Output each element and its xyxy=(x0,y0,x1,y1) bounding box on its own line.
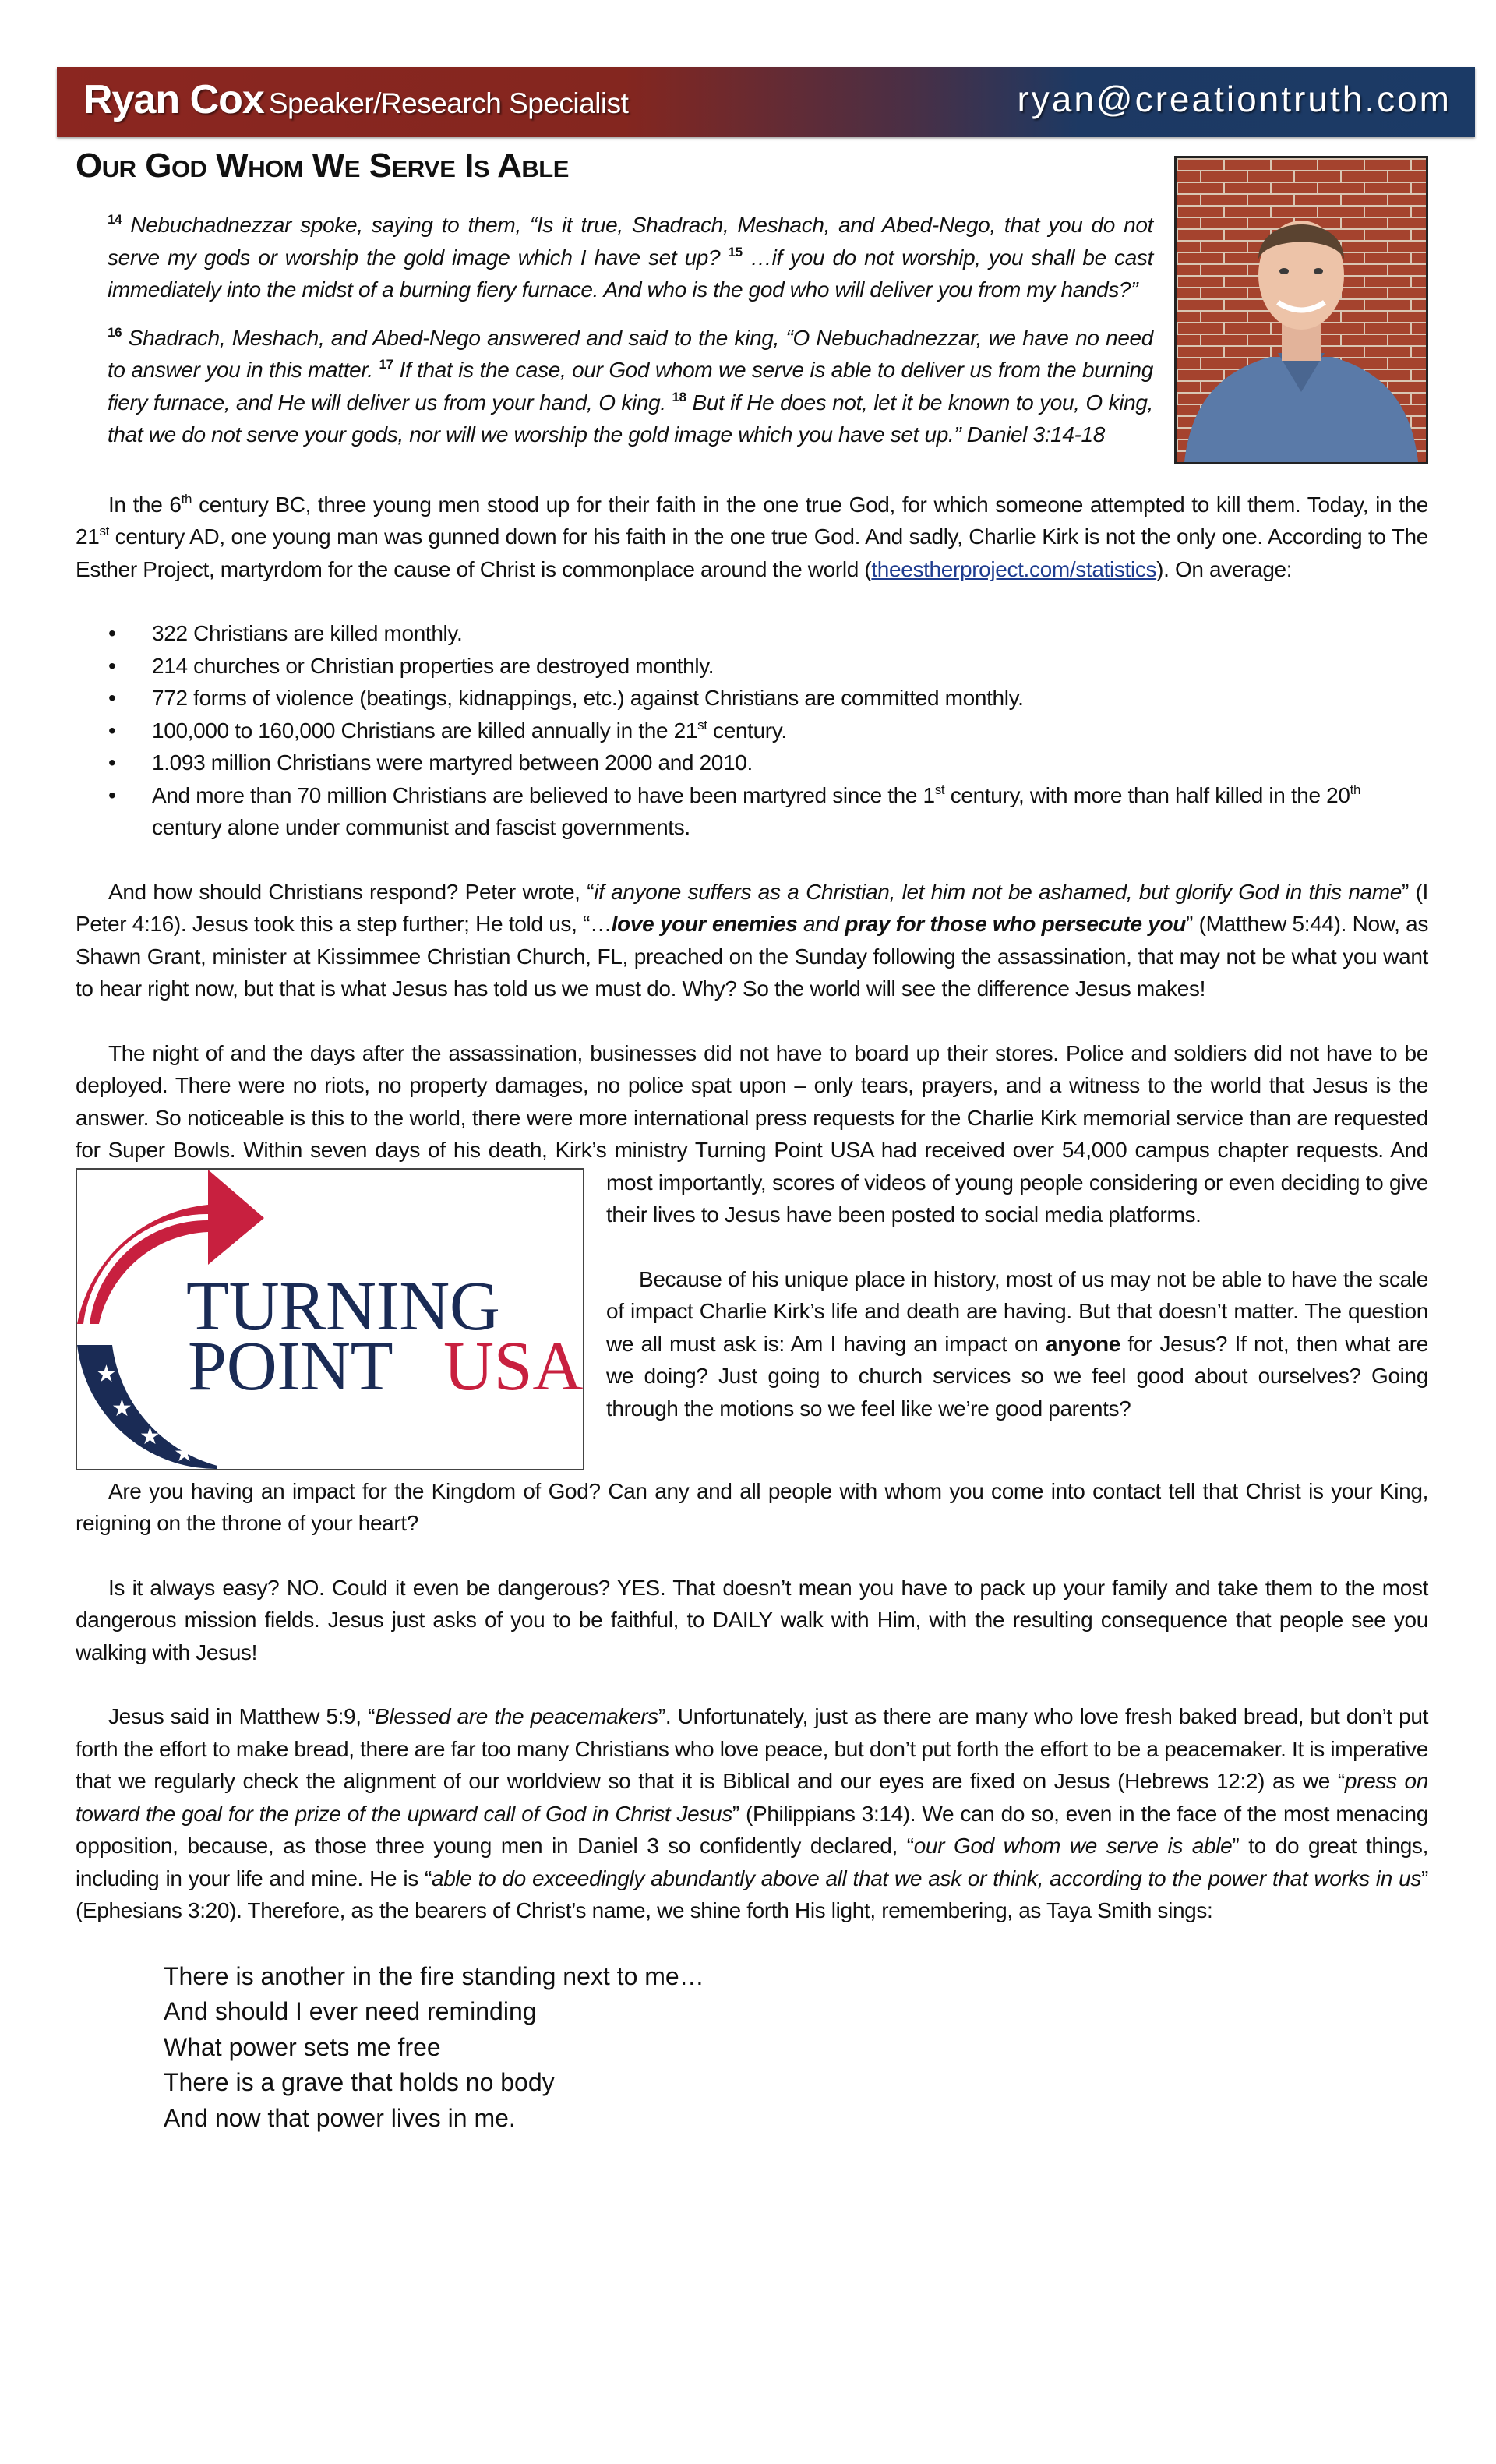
text-run: ” (Ephesians 3:20). Therefore, as the bearers of Christ’s name, we shine forth His light, remembering, as Taya Smith sings: xyxy=(76,1866,1428,1922)
song-lyrics xyxy=(164,1959,1428,2137)
lyric-line: There is a grave that holds no body xyxy=(164,2068,555,2096)
lyric-line: There is another in the fire standing next to me… xyxy=(164,1961,704,1990)
svg-text:★: ★ xyxy=(111,1395,132,1421)
text-run: 1.093 million Christians were martyred between 2000 and 2010. xyxy=(152,750,753,775)
bold-italic-text: love your enemies xyxy=(611,912,798,936)
italic-text: press on toward the goal for the prize of the upward call of God in Christ Jesus xyxy=(76,1769,1428,1826)
text-run: The night of and the days after the assassination, businesses did not have to board up their stores. Police and soldiers did not have to be deployed. There were no riots, no property damages, no police spat upon – only tears, prayers, and a witness to the world that Jesus is the answer. So noticeable is this to the world, there were more international press requests for the Charlie Kirk memorial service than are requested for Super Bowls. Within seven days of his death, Kirk’s ministry Turning Point USA had received over 54,000 campus chapter requests. And most importantly, scores of videos of young people considering or even deciding to give their lives to Jesus have been posted to social media platforms. xyxy=(76,1040,1428,1227)
header-banner xyxy=(57,67,1475,137)
svg-text:★: ★ xyxy=(96,1361,117,1387)
bold-italic-text: pray for those who persecute you xyxy=(845,912,1187,936)
text-run: century. xyxy=(707,718,787,743)
statistic-item xyxy=(76,747,1428,779)
intro-paragraph xyxy=(76,489,1428,586)
logo-text-point: POINT xyxy=(188,1327,393,1405)
article-title: Our God Whom We Serve Is Able xyxy=(76,146,569,185)
text-run: 322 Christians are killed monthly. xyxy=(152,621,463,645)
text-run: century BC, three young men stood up for their faith in the one true God, for which someone attempted to kill them. Today, in the 21 xyxy=(76,492,1428,549)
text-run: In the 6 xyxy=(108,492,182,517)
text-run: ”. Unfortunately, just as there are many who love fresh baked bread, but don’t put forth the effort to make bread, there are far too many Christians who love peace, but don’t put forth the effort to be a peacemaker. It is imperative that we regularly check the alignment of our worldview so that it is Biblical and our eyes are fixed on Jesus (Hebrews 12:2) as we “ xyxy=(76,1704,1428,1793)
italic-text: if anyone suffers as a Christian, let him not be ashamed, but glorify God in this name xyxy=(594,879,1402,904)
svg-text:★: ★ xyxy=(174,1440,195,1467)
statistic-item xyxy=(76,650,1428,683)
scripture-paragraph xyxy=(108,322,1153,451)
italic-text: our God whom we serve is able xyxy=(913,1834,1233,1858)
text-run: for Jesus? If not, then what are we doing? Just going to church services so we feel good about ourselves? Going through the motions so we feel like we’re good parents? xyxy=(606,1331,1428,1421)
bullet-icon: • xyxy=(108,621,116,645)
statistic-item xyxy=(76,715,1428,747)
text-run: ). On average: xyxy=(1156,556,1293,581)
author-name xyxy=(83,76,628,123)
turning-point-usa-logo-icon xyxy=(77,1170,583,1469)
text-run: 772 forms of violence (beatings, kidnappings, etc.) against Christians are committed monthly. xyxy=(152,686,1024,710)
bullet-icon: • xyxy=(108,653,116,678)
italic-text: Shadrach, Meshach, and Abed-Nego answered and said to the king, “O Nebuchadnezzar, we have no need to answer you in this matter. xyxy=(108,325,1153,382)
superscript: 16 xyxy=(108,324,122,340)
superscript: th xyxy=(1350,782,1361,797)
body-text xyxy=(76,489,1428,2137)
logo-text-turning: TURNING xyxy=(186,1267,500,1345)
text-run: Are you having an impact for the Kingdom of God? Can any and all people with whom you come into contact tell that Christ is your King, reigning on the throne of your heart? xyxy=(76,1478,1428,1535)
statistic-item xyxy=(76,779,1428,844)
author-name-text: Ryan Cox xyxy=(83,77,264,122)
lyric-line: And should I ever need reminding xyxy=(164,1997,537,2025)
logo-section xyxy=(76,1037,1428,1475)
italic-text: Nebuchadnezzar spoke, saying to them, “Is it true, Shadrach, Meshach, and Abed-Nego, that you do not serve my gods or worship the gold image which I have set up? xyxy=(108,213,1153,270)
italic-text: and xyxy=(797,912,845,936)
statistics-list xyxy=(76,617,1428,844)
author-role: Speaker/Research Specialist xyxy=(268,87,629,119)
superscript: st xyxy=(99,524,109,538)
scripture-quote xyxy=(108,209,1153,451)
svg-text:★: ★ xyxy=(139,1423,161,1449)
text-run: ” to do great things, including in your life and mine. He is “ xyxy=(76,1834,1429,1890)
text-run: century alone under communist and fascist governments. xyxy=(152,815,690,839)
text-run: Because of his unique place in history, most of us may not be able to have the scale of impact Charlie Kirk’s life and death are having. But that doesn’t matter. The question we all must ask is: Am I having an impact on xyxy=(606,1266,1428,1356)
bullet-icon: • xyxy=(108,750,116,775)
article-body xyxy=(76,209,1428,2136)
superscript: st xyxy=(934,782,945,797)
is-it-paragraph xyxy=(76,1572,1428,1669)
superscript: th xyxy=(181,491,192,507)
italic-text: If that is the case, our God whom we serve is able to deliver us from the burning fiery furnace, and He will deliver us from your hand, O king. xyxy=(108,358,1153,415)
lyric-line: What power sets me free xyxy=(164,2032,441,2061)
superscript: 14 xyxy=(108,212,122,227)
respond-paragraph xyxy=(76,876,1428,1005)
text-run: 214 churches or Christian properties are destroyed monthly. xyxy=(152,653,714,678)
superscript: 18 xyxy=(672,389,686,404)
statistic-item xyxy=(76,682,1428,715)
superscript: 17 xyxy=(379,357,393,372)
logo-text-usa: USA xyxy=(443,1327,583,1405)
are-you-paragraph xyxy=(76,1475,1428,1540)
jesus-said-paragraph xyxy=(76,1700,1428,1927)
lyric-line: And now that power lives in me. xyxy=(164,2103,516,2132)
text-run: Daniel 3:14-18 xyxy=(961,422,1105,447)
text-run: century AD, one young man was gunned down for his faith in the one true God. And sadly, Charlie Kirk is not the only one. According to The Esther Project, martyrdom for the cause of Christ is commonplace around the world ( xyxy=(76,524,1428,581)
italic-text: But if He does not, let it be known to you, O king, that we do not serve your gods, nor will we worship the gold image which you have set up.” xyxy=(108,390,1153,447)
scripture-paragraph xyxy=(108,209,1153,306)
bullet-icon: • xyxy=(108,782,116,807)
author-email[interactable]: ryan@creationtruth.com xyxy=(1017,79,1452,119)
italic-text: …if you do not worship, you shall be cast immediately into the midst of a burning fiery furnace. And who is the god who will deliver you from my hands?” xyxy=(108,245,1154,302)
text-run: And more than 70 million Christians are believed to have been martyred since the 1 xyxy=(152,782,935,807)
text-run: And how should Christians respond? Peter wrote, “ xyxy=(108,879,595,904)
text-run: Jesus said in Matthew 5:9, “ xyxy=(108,1704,376,1728)
bold-text: anyone xyxy=(1046,1331,1120,1356)
italic-text: Blessed are the peacemakers xyxy=(375,1704,658,1728)
text-run: Is it always easy? NO. Could it even be dangerous? YES. That doesn’t mean you have to pack up your family and take them to the most dangerous mission fields. Jesus just asks of you to be faithful, to DAILY walk with Him, with the resulting consequence that people see you walking with Jesus! xyxy=(76,1575,1428,1664)
statistic-item xyxy=(76,617,1428,650)
bullet-icon: • xyxy=(108,686,116,710)
text-run: ” (Matthew 5:44). Now, as Shawn Grant, minister at Kissimmee Christian Church, FL, preached on the Sunday following the assassination, that may not be what you want to hear right now, but that is what Jesus has told us we must do. Why? So the world will see the difference Jesus makes! xyxy=(76,912,1428,1001)
statistics-link[interactable]: theestherproject.com/statistics xyxy=(871,556,1157,581)
superscript: st xyxy=(697,717,707,732)
text-run: century, with more than half killed in the 20 xyxy=(944,782,1350,807)
bullet-icon: • xyxy=(108,718,116,743)
text-run: 100,000 to 160,000 Christians are killed annually in the 21 xyxy=(152,718,698,743)
turning-point-usa-logo xyxy=(76,1168,584,1470)
text-run: ” (Philippians 3:14). We can do so, even in the face of the most menacing opposition, because, as those three young men in Daniel 3 so confidently declared, “ xyxy=(76,1801,1428,1858)
superscript: 15 xyxy=(728,244,743,259)
text-run: ” (I Peter 4:16). Jesus took this a step further; He told us, “… xyxy=(76,879,1428,936)
italic-text: able to do exceedingly abundantly above all that we ask or think, according to the power that works in us xyxy=(431,1866,1422,1890)
